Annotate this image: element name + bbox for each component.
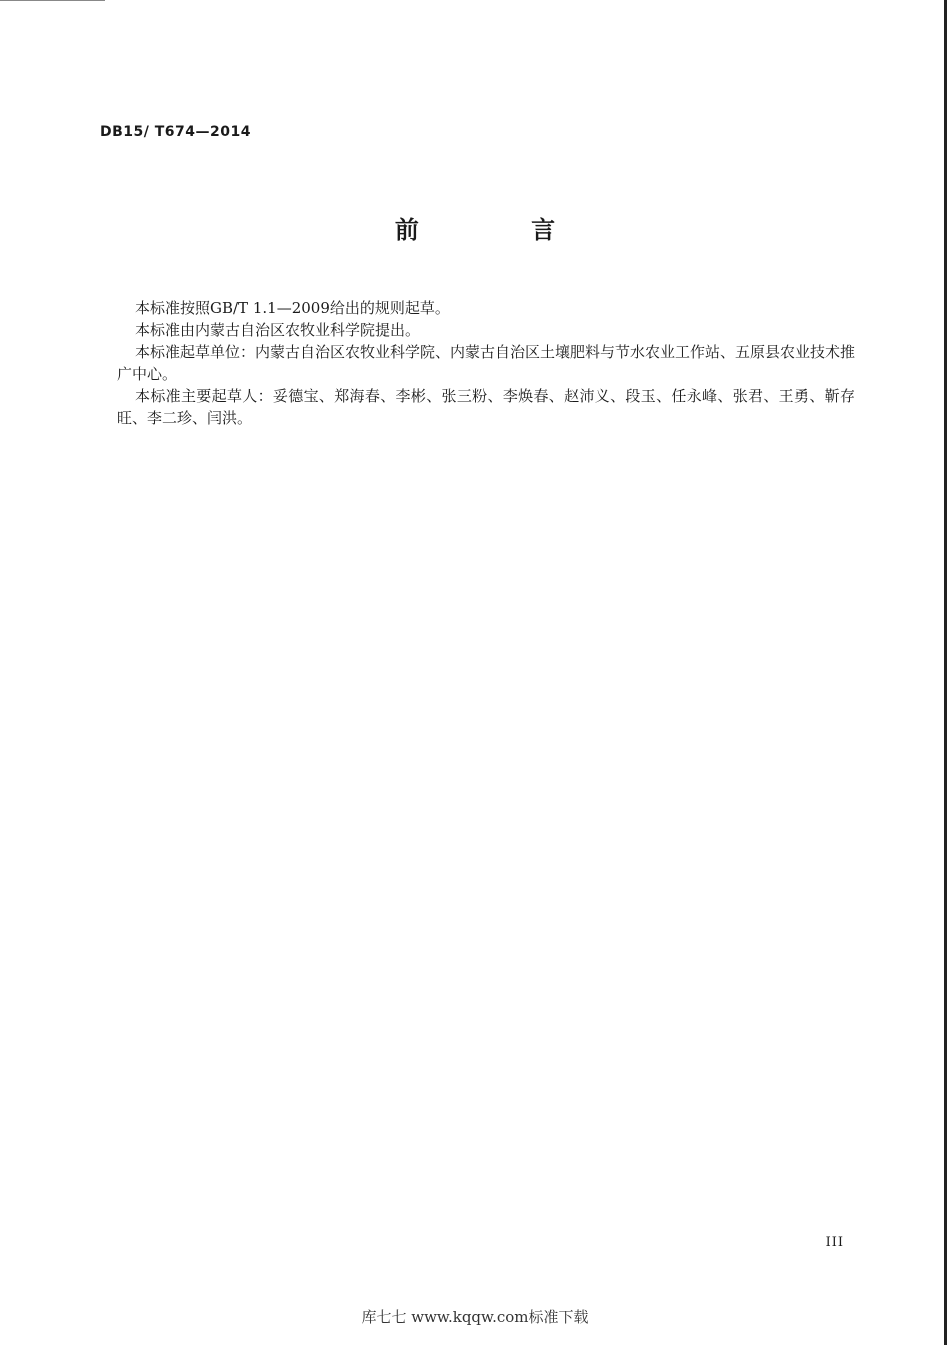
scan-top-rule — [0, 0, 105, 1]
page-number: III — [825, 1235, 844, 1250]
paragraph-drafting-units: 本标准起草单位：内蒙古自治区农牧业科学院、内蒙古自治区土壤肥料与节水农业工作站、五原县农业技术推广中心。 — [117, 343, 856, 383]
paragraph-proposer: 本标准由内蒙古自治区农牧业科学院提出。 — [135, 321, 421, 339]
page-title: 前 言 — [394, 216, 608, 244]
foreword-body — [117, 297, 855, 429]
paragraph-drafting-rules: 本标准按照GB/T 1.1—2009给出的规则起草。 — [135, 299, 450, 317]
footer-watermark: 库七七 www.kqqw.com标准下载 — [361, 1308, 589, 1326]
scan-edge-shadow — [944, 0, 947, 1345]
document-code: DB15/ T674—2014 — [100, 124, 251, 140]
paragraph-drafters: 本标准主要起草人：妥德宝、郑海春、李彬、张三粉、李焕春、赵沛义、段玉、任永峰、张君、王勇、靳存旺、李二珍、闫洪。 — [117, 387, 855, 427]
